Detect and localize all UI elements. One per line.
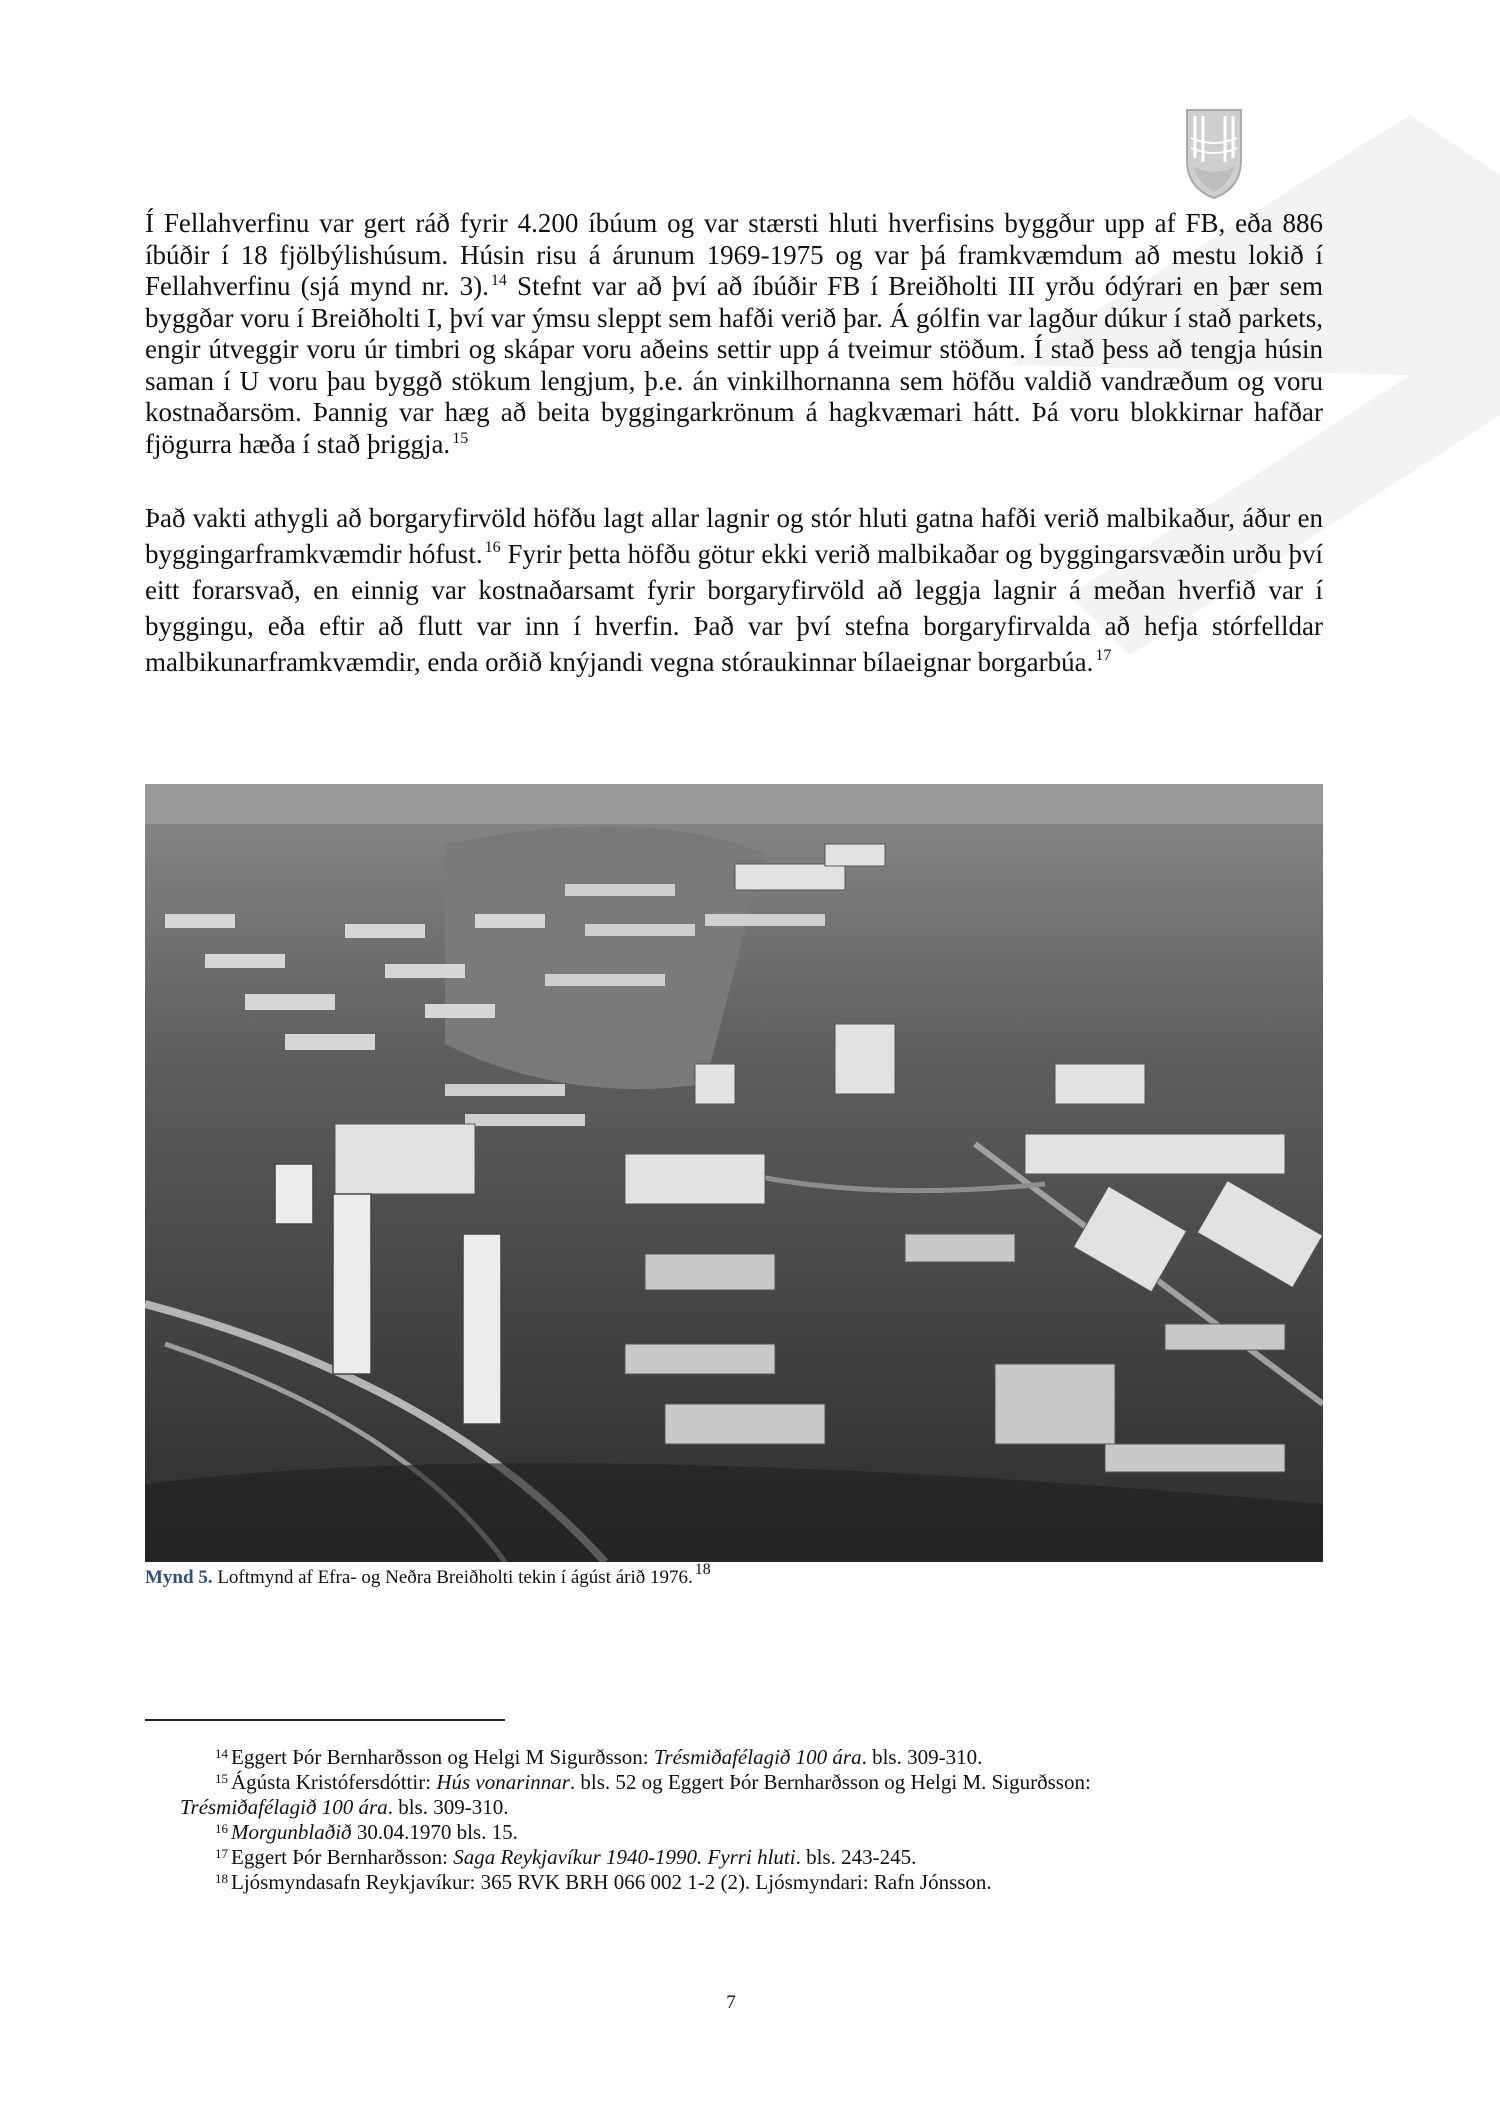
footnote-14: [145, 1745, 1323, 1770]
paragraph-1-text-a: Í Fellahverfinu var gert ráð fyrir 4.200 íbúum og var stærsti hluti hverfisins byggður upp af FB, eða 886 íbúðir í 18 fjölbýlishúsum. Húsin risu á árunum 1969-1975 og var þá framkvæmdum að mestu lokið í Fellahverfinu (sjá mynd nr. 3).: [145, 208, 1323, 301]
footnote-14-title: Trésmiðafélagið 100 ára: [653, 1745, 862, 1769]
footnote-ref-18[interactable]: 18: [694, 1561, 711, 1578]
footnote-ref-14[interactable]: 14: [490, 272, 507, 289]
footnote-15-rest: . bls. 52 og Eggert Þór Bernharðsson og Helgi M. Sigurðsson:: [569, 1770, 1091, 1794]
footnote-17: [145, 1845, 1323, 1870]
footnote-separator: [145, 1719, 505, 1721]
footnote-15: [145, 1770, 1323, 1795]
footnote-15-rest-2: . bls. 309-310.: [387, 1795, 509, 1819]
footnote-ref-15[interactable]: 15: [452, 429, 469, 447]
footnote-14-number: 14: [215, 1746, 228, 1761]
aerial-photo: [145, 784, 1323, 1562]
footnote-16-number: 16: [215, 1821, 228, 1836]
footnote-17-title: Saga Reykjavíkur 1940-1990. Fyrri hluti: [453, 1845, 796, 1869]
figure-caption: [145, 1561, 711, 1589]
paragraph-2-text-b: Fyrir þetta höfðu götur ekki verið malbikaðar og byggingarsvæðin urðu því eitt forarsvað, en einnig var kostnaðarsamt fyrir borgaryfirvöld að leggja lagnir á meðan hverfið var í byggingu, eða eftir að flutt var inn í hverfin. Það var því stefna borgaryfirvalda að hefja stórfelldar malbikunarframkvæmdir, enda orðið knýjandi vegna stóraukinnar bílaeignar borgarbúa.: [145, 539, 1323, 677]
footnotes: [145, 1745, 1323, 1895]
footnote-ref-16[interactable]: 16: [484, 539, 501, 556]
footnote-15-title-2: Trésmiðafélagið 100 ára: [180, 1795, 388, 1819]
footnote-ref-17[interactable]: 17: [1095, 647, 1112, 664]
figure-caption-text: Loftmynd af Efra- og Neðra Breiðholti tekin í ágúst árið 1976.: [212, 1567, 693, 1588]
footnote-18: [145, 1870, 1323, 1895]
page-number: 7: [726, 1992, 736, 2013]
footnote-15-continued: [145, 1795, 1323, 1820]
coat-of-arms-icon: [1185, 108, 1243, 200]
footnote-17-number: 17: [215, 1846, 228, 1861]
footnote-15-text: Ágústa Kristófersdóttir:: [231, 1770, 437, 1794]
footnote-15-number: 15: [215, 1771, 228, 1786]
footnote-14-rest: . bls. 309-310.: [861, 1745, 983, 1769]
footnote-18-number: 18: [215, 1871, 228, 1886]
footnote-14-text: Eggert Þór Bernharðsson og Helgi M Sigurðsson:: [231, 1745, 654, 1769]
paragraph-2-text-a: Það vakti athygli að borgaryfirvöld höfðu lagt allar lagnir og stór hluti gatna hafði verið malbikaður, áður en byggingarframkvæmdir hófust.: [145, 503, 1323, 569]
footnote-17-rest: . bls. 243-245.: [795, 1845, 917, 1869]
body-paragraph-2: [145, 500, 1323, 680]
footnote-18-text: Ljósmyndasafn Reykjavíkur: 365 RVK BRH 066 002 1-2 (2). Ljósmyndari: Rafn Jónsson.: [231, 1870, 992, 1894]
paragraph-1-text-b: Stefnt var að því að íbúðir FB í Breiðholti III yrðu ódýrari en þær sem byggðar voru í Breiðholti I, því var ýmsu sleppt sem hafði verið þar. Á gólfin var lagður dúkur í stað parkets, engir útveggir voru úr timbri og skápar voru aðeins settir upp á tveimur stöðum. Í stað þess að tengja húsin saman í U voru þau byggð stökum lengjum, þ.e. án vinkilhornanna sem höfðu valdið vandræðum og voru kostnaðarsöm. Þannig var hæg að beita byggingarkrönum á hagkvæmari hátt. Þá voru blokkirnar hafðar fjögurra hæða í stað þriggja.: [145, 271, 1324, 459]
footnote-16-title: Morgunblaðið: [231, 1820, 352, 1844]
footnote-16: [145, 1820, 1323, 1845]
body-paragraph-1: [145, 208, 1323, 460]
footnote-15-title: Hús vonarinnar: [436, 1770, 570, 1794]
figure-label: Mynd 5.: [145, 1567, 213, 1588]
footnote-17-text: Eggert Þór Bernharðsson:: [231, 1845, 454, 1869]
footnote-16-rest: 30.04.1970 bls. 15.: [351, 1820, 518, 1844]
